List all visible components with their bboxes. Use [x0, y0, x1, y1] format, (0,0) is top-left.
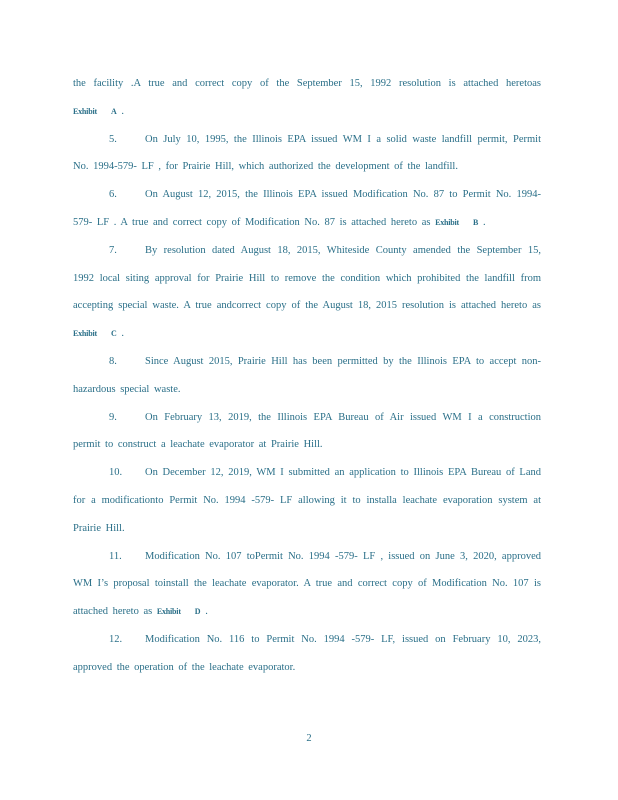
paragraph — [73, 543, 541, 626]
paragraph-number: 12. — [109, 633, 123, 645]
exhibit-label: Exhibit — [156, 607, 181, 617]
paragraph-number: 5. — [109, 133, 117, 145]
sentence-end: . — [121, 328, 124, 340]
exhibit-letter: A — [110, 106, 117, 116]
exhibit-letter: C — [110, 329, 117, 339]
paragraph-number: 11. — [109, 550, 122, 562]
paragraph-text: Modification No. 107 toPermit No. 1994 -579- LF , issued on June 3, 2020, approved WM I’s proposal toinstall the leachate evaporator. A true and correct copy of Modification No. 107 is attached hereto as — [73, 550, 541, 618]
paragraph-text: On August 12, 2015, the Illinois EPA issued Modification No. 87 to Permit No. 1994-579- LF . A true and correct copy of Modification No. 87 is attached hereto as — [73, 189, 541, 228]
paragraph-text: Modification No. 116 to Permit No. 1994 -579- LF, issued on February 10, 2023, approved the operation of the leachate evaporator. — [73, 633, 541, 673]
paragraph-text: the facility .A true and correct copy of the September 15, 1992 resolution is attached heretoas — [73, 78, 541, 89]
exhibit-letter: D — [194, 607, 201, 617]
paragraph-number: 10. — [109, 467, 123, 479]
paragraph-number: 7. — [109, 244, 117, 256]
paragraph-text: On July 10, 1995, the Illinois EPA issued WM I a solid waste landfill permit, Permit No. 1994-579- LF , for Prairie Hill, which authorized the development of the landfill. — [73, 133, 541, 173]
paragraph — [73, 126, 541, 182]
paragraph-text: On February 13, 2019, the Illinois EPA Bureau of Air issued WM I a construction permit to construct a leachate evaporator at Prairie Hill. — [73, 411, 541, 451]
sentence-end: . — [121, 105, 124, 117]
paragraph — [73, 404, 541, 460]
paragraph — [73, 348, 541, 404]
exhibit-letter: B — [473, 217, 479, 227]
sentence-end: . — [483, 216, 486, 228]
paragraph — [73, 181, 541, 237]
paragraph-text: On December 12, 2019, WM I submitted an application to Illinois EPA Bureau of Land for a modificationto Permit No. 1994 -579- LF allowing it to installa leachate evaporation system at Prairie Hill. — [73, 467, 541, 534]
exhibit-label: Exhibit — [73, 329, 97, 339]
exhibit-label: Exhibit — [435, 217, 460, 227]
paragraph-number: 6. — [109, 189, 117, 201]
page-number: 2 — [306, 733, 312, 744]
paragraph-number: 9. — [109, 411, 117, 423]
paragraph — [73, 626, 541, 682]
exhibit-label: Exhibit — [73, 106, 97, 116]
paragraph-text: Since August 2015, Prairie Hill has been permitted by the Illinois EPA to accept non- hazardous special waste. — [73, 355, 541, 395]
paragraph-text: By resolution dated August 18, 2015, Whiteside County amended the September 15, 1992 local siting approval for Prairie Hill to remove the condition which prohibited the landfill from accepting special waste. A true andcorrect copy of the August 18, 2015 resolution is attached hereto as — [73, 244, 541, 312]
paragraph — [73, 459, 541, 542]
paragraph — [73, 70, 541, 126]
document-body — [73, 70, 541, 682]
paragraph — [73, 237, 541, 348]
sentence-end: . — [205, 606, 208, 618]
paragraph-number: 8. — [109, 355, 117, 367]
